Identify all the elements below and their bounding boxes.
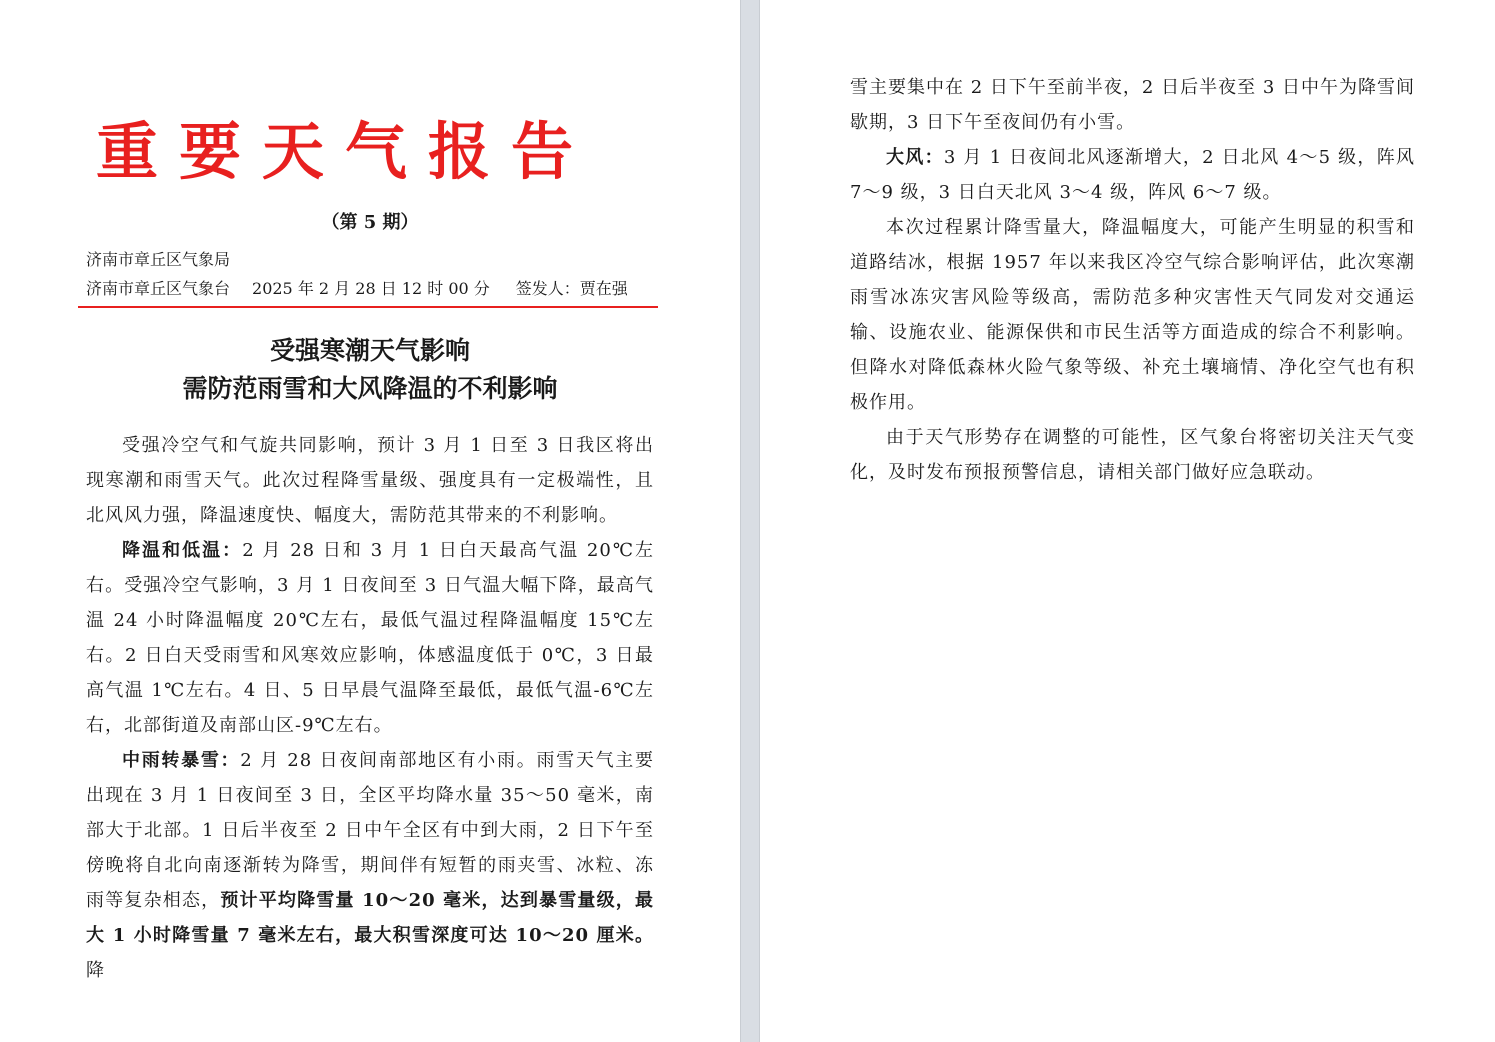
snow-bold-text: 预计平均降雪量 10～20 毫米，达到暴雪量级，最大 1 小时降雪量 7 毫米左右，最大积雪深度可达 10～20 厘米。 [86, 890, 654, 946]
document-page-left [0, 0, 740, 1042]
temperature-label: 降温和低温： [122, 540, 243, 561]
issue-number: （第 5 期） [321, 212, 419, 233]
paragraph-snow-continued: 雪主要集中在 2 日下午至前半夜，2 日后半夜至 3 日中午为降雪间歇期，3 日下午至夜间仍有小雪。 [850, 77, 1415, 133]
temperature-text: 2 月 28 日和 3 月 1 日白天最高气温 20℃左右。受强冷空气影响，3 月 1 日夜间至 3 日气温大幅下降，最高气温 24 小时降温幅度 20℃左右，最低气温过程降温幅度 15℃左右。2 日白天受雨雪和风寒效应影响，体感温度低于 0℃，3 日最高气温 1℃左右。4 日、5 日早晨气温降至最低，最低气温-6℃左右，北部街道及南部山区-9℃左右。 [86, 540, 655, 736]
paragraph-closing: 由于天气形势存在调整的可能性，区气象台将密切关注天气变化，及时发布预报预警信息，请相关部门做好应急联动。 [850, 427, 1415, 483]
snow-text: 2 月 28 日夜间南部地区有小雨。雨雪天气主要出现在 3 月 1 日夜间至 3 日，全区平均降水量 35～50 毫米，南部大于北部。1 日后半夜至 2 日中午全区有中到大雨，2 日下午至傍晚将自北向南逐渐转为降雪，期间伴有短暂的雨夹雪、冰粒、冻雨等复杂相态， [86, 750, 654, 911]
paragraph-risk: 本次过程累计降雪量大，降温幅度大，可能产生明显的积雪和道路结冰，根据 1957 年以来我区冷空气综合影响评估，此次寒潮雨雪冰冻灾害风险等级高，需防范多种灾害性天气同发对交通运输、设施农业、能源保供和市民生活等方面造成的综合不利影响。但降水对降低森林火险气象等级、补充土壤墒情、净化空气也有积极作用。 [850, 217, 1415, 413]
headline-line-2: 需防范雨雪和大风降温的不利影响 [182, 374, 558, 403]
wind-label: 大风： [886, 147, 944, 168]
signer: 签发人：贾在强 [515, 279, 628, 298]
paragraph-snow [86, 743, 654, 988]
paragraph-temperature [86, 533, 654, 743]
wind-text: 3 月 1 日夜间北风逐渐增大，2 日北风 4～5 级，阵风 7～9 级，3 日白天北风 3～4 级，阵风 6～7 级。 [850, 147, 1416, 203]
snow-label: 中雨转暴雪： [122, 750, 241, 771]
document-page-right [760, 0, 1495, 1042]
issue-datetime: 2025 年 2 月 28 日 12 时 00 分 [252, 279, 490, 298]
org-line-1 [86, 247, 230, 273]
right-body-text [850, 70, 1415, 490]
left-body-text [86, 428, 654, 988]
paragraph-intro: 受强冷空气和气旋共同影响，预计 3 月 1 日至 3 日我区将出现寒潮和雨雪天气。此次过程降雪量级、强度具有一定极端性，且北风风力强，降温速度快、幅度大，需防范其带来的不利影响。 [86, 435, 654, 526]
snow-text-tail: 降 [86, 960, 105, 981]
org-bureau: 济南市章丘区气象局 [86, 250, 231, 269]
red-divider-rule [78, 306, 658, 308]
org-line-2 [86, 276, 628, 302]
report-masthead: 重要天气报告 [96, 115, 595, 188]
paragraph-wind [850, 140, 1415, 210]
org-observatory: 济南市章丘区气象台 [86, 279, 231, 298]
headline-line-1: 受强寒潮天气影响 [269, 336, 470, 365]
page-gutter [740, 0, 760, 1042]
